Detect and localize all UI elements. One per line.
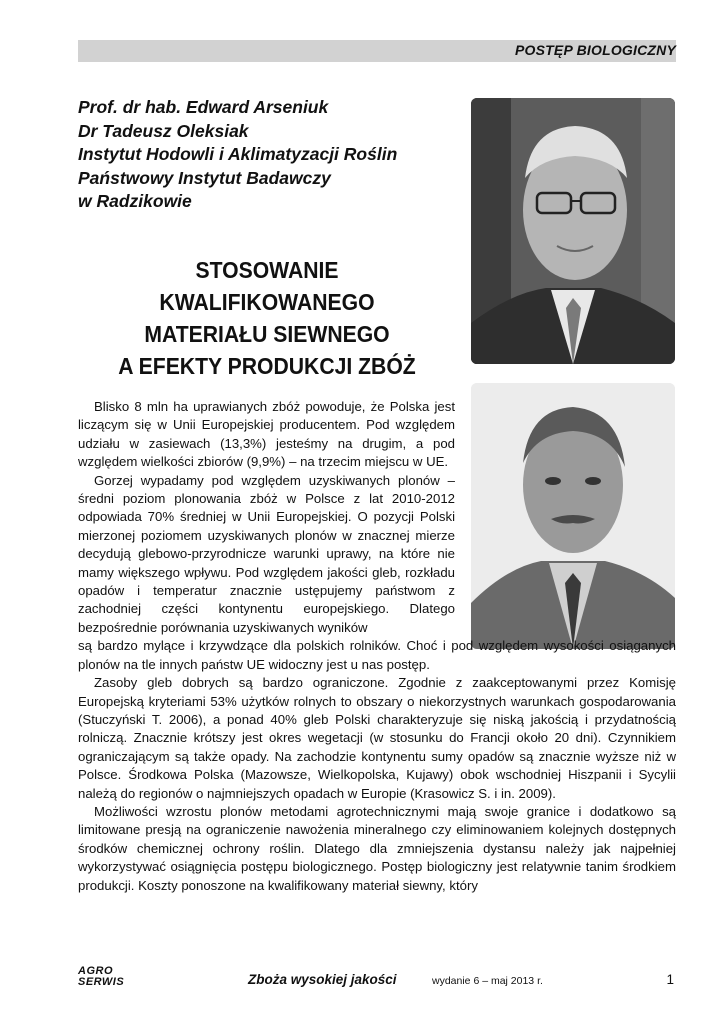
title-line: MATERIAŁU SIEWNEGO [144,321,390,347]
article-title [95,254,439,382]
author-line: Dr Tadeusz Oleksiak [78,120,249,141]
section-title: POSTĘP BIOLOGICZNY [515,42,676,58]
paragraph: Blisko 8 mln ha uprawianych zbóż powoduje, że Polska jest liczącym się w Unii Europejskiej producentem. Pod względem udziału w zasiewach (13,3%) jesteśmy na drugim, a pod względem wielkości zbiorów (9,9%) – na trzecim miejscu w UE. [78,399,455,470]
paragraph: Gorzej wypadamy pod względem uzyskiwanych plonów – średni poziom plonowania zbóż w Polsce z lat 2010-2012 odpowiada 70% średniej w Unii Europejskiej. O pozycji Polski mierzonej poziomem uzyskiwanych plonów w znacznej mierze decydują glebowo-przyrodnicze warunki uprawy, na które nie mamy większego wpływu. Pod względem jakości gleb, rozkładu opadów i temperatur znacznie ustępujemy państwom z zachodniej części kontynentu europejskiego. Dlatego bezpośrednie porównania uzyskiwanych wyników [78,472,455,635]
paragraph-continued: są bardzo mylące i krzywdzące dla polskich rolników. Choć i pod względem wysokości osiąganych plonów na tle innych państw UE widoczny jest u nas postęp. [78,638,676,672]
authors-block [78,96,397,214]
title-line: KWALIFIKOWANEGO [159,289,375,315]
portrait-image [471,98,675,364]
paragraph: Zasoby gleb dobrych są bardzo ograniczone. Zgodnie z zaakceptowanymi przez Komisję Europejską kryteriami 53% użytków rolnych to obszary o niekorzystnych warunkach gospodarowania (Stuczyński T. 2006), a ponad 40% gleb Polski charakteryzuje się niską jakością i przydatnością rolniczą. Znacznie krótszy jest okres wegetacji (w stosunku do Francji około 20 dni). Czynnikiem ograniczającym są także opady. Na zachodzie kontynentu sumy opadów są znacznie wyższe niż w Polsce. Środkowa Polska (Mazowsze, Wielkopolska, Kujawy) obok wschodniej Hiszpanii i Sycylii należą do regionów o najmniejszych opadach w Europie (Krasowicz S. i in. 2009). [78,675,676,801]
affiliation-line: w Radzikowie [78,191,192,211]
paragraph: Możliwości wzrostu plonów metodami agrotechnicznymi mają swoje granice i dodatkowo są limitowane presją na ograniczenie nawożenia mineralnego czy eliminowaniem kolejnych dostępnych środków chemicznej ochrony roślin. Dlatego dla zmniejszenia dystansu należy jak najpełniej wykorzystywać osiągnięcia postępu biologicznego. Postęp biologiczny jest relatywnie tanim środkiem produkcji. Koszty ponoszone na kwalifikowany materiał siewny, który [78,803,676,893]
title-line: STOSOWANIE [195,257,339,283]
affiliation-line: Państwowy Instytut Badawczy [78,167,331,188]
logo-line: SERWIS [78,976,125,988]
page-number: 1 [666,972,674,987]
article-body [78,398,676,895]
footer-issue: wydanie 6 – maj 2013 r. [432,975,543,987]
footer-title: Zboża wysokiej jakości [248,972,397,987]
title-line: A EFEKTY PRODUKCJI ZBÓŻ [118,353,416,379]
affiliation-line: Instytut Hodowli i Aklimatyzacji Roślin [78,144,398,164]
logo-line: AGRO [78,965,113,977]
publisher-logo [78,966,124,988]
author-line: Prof. dr hab. Edward Arseniuk [78,97,329,117]
author-photo-1 [471,98,675,364]
